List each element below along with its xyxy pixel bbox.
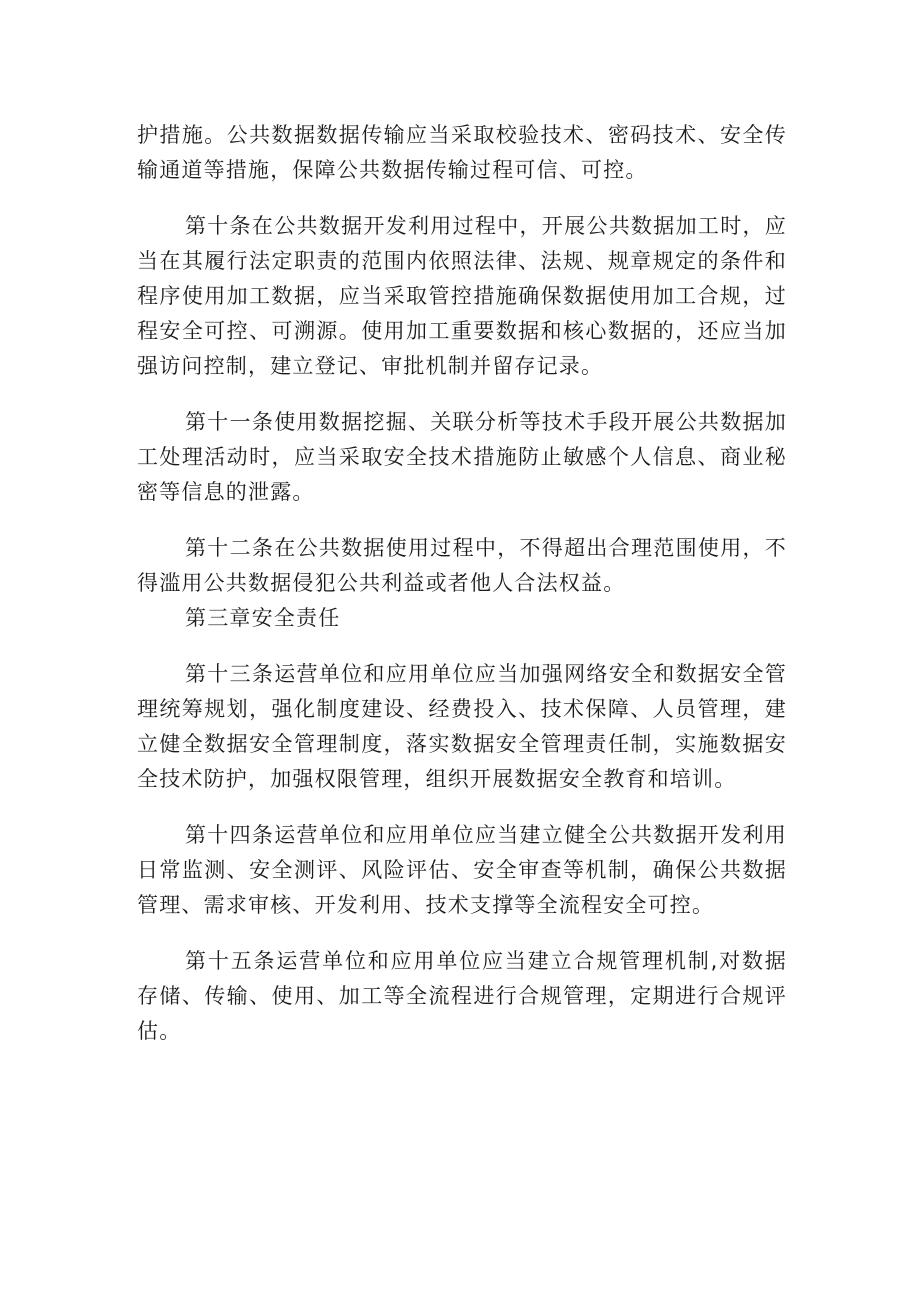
paragraph-article-10: 第十条在公共数据开发利用过程中，开展公共数据加工时，应当在其履行法定职责的范围内依照法律、法规、规章规定的条件和程序使用加工数据，应当采取管控措施确保数据使用加工合规，过程安全可控、可溯源。使用加工重要数据和核心数据的，还应当加强访问控制，建立登记、审批机制并留存记录。	[137, 214, 787, 378]
chapter-heading: 第三章安全责任	[185, 606, 341, 630]
document-body	[137, 118, 787, 1049]
paragraph-article-15: 第十五条运营单位和应用单位应当建立合规管理机制,对数据存储、传输、使用、加工等全流程进行合规管理，定期进行合规评估。	[137, 949, 787, 1043]
paragraph-article-13: 第十三条运营单位和应用单位应当加强网络安全和数据安全管理统筹规划，强化制度建设、经费投入、技术保障、人员管理，建立健全数据安全管理制度，落实数据安全管理责任制，实施数据安全技术防护，加强权限管理，组织开展数据安全教育和培训。	[137, 662, 787, 791]
paragraph-article-14: 第十四条运营单位和应用单位应当建立健全公共数据开发利用日常监测、安全测评、风险评估、安全审查等机制，确保公共数据管理、需求审核、开发利用、技术支撑等全流程安全可控。	[137, 823, 787, 917]
paragraph-continuation: 护措施。公共数据数据传输应当采取校验技术、密码技术、安全传输通道等措施，保障公共数据传输过程可信、可控。	[137, 123, 787, 182]
paragraph-article-12: 第十二条在公共数据使用过程中，不得超出合理范围使用，不得滥用公共数据侵犯公共利益或者他人合法权益。	[137, 536, 787, 595]
paragraph-article-11: 第十一条使用数据挖掘、关联分析等技术手段开展公共数据加工处理活动时，应当采取安全技术措施防止敏感个人信息、商业秘密等信息的泄露。	[137, 410, 787, 504]
